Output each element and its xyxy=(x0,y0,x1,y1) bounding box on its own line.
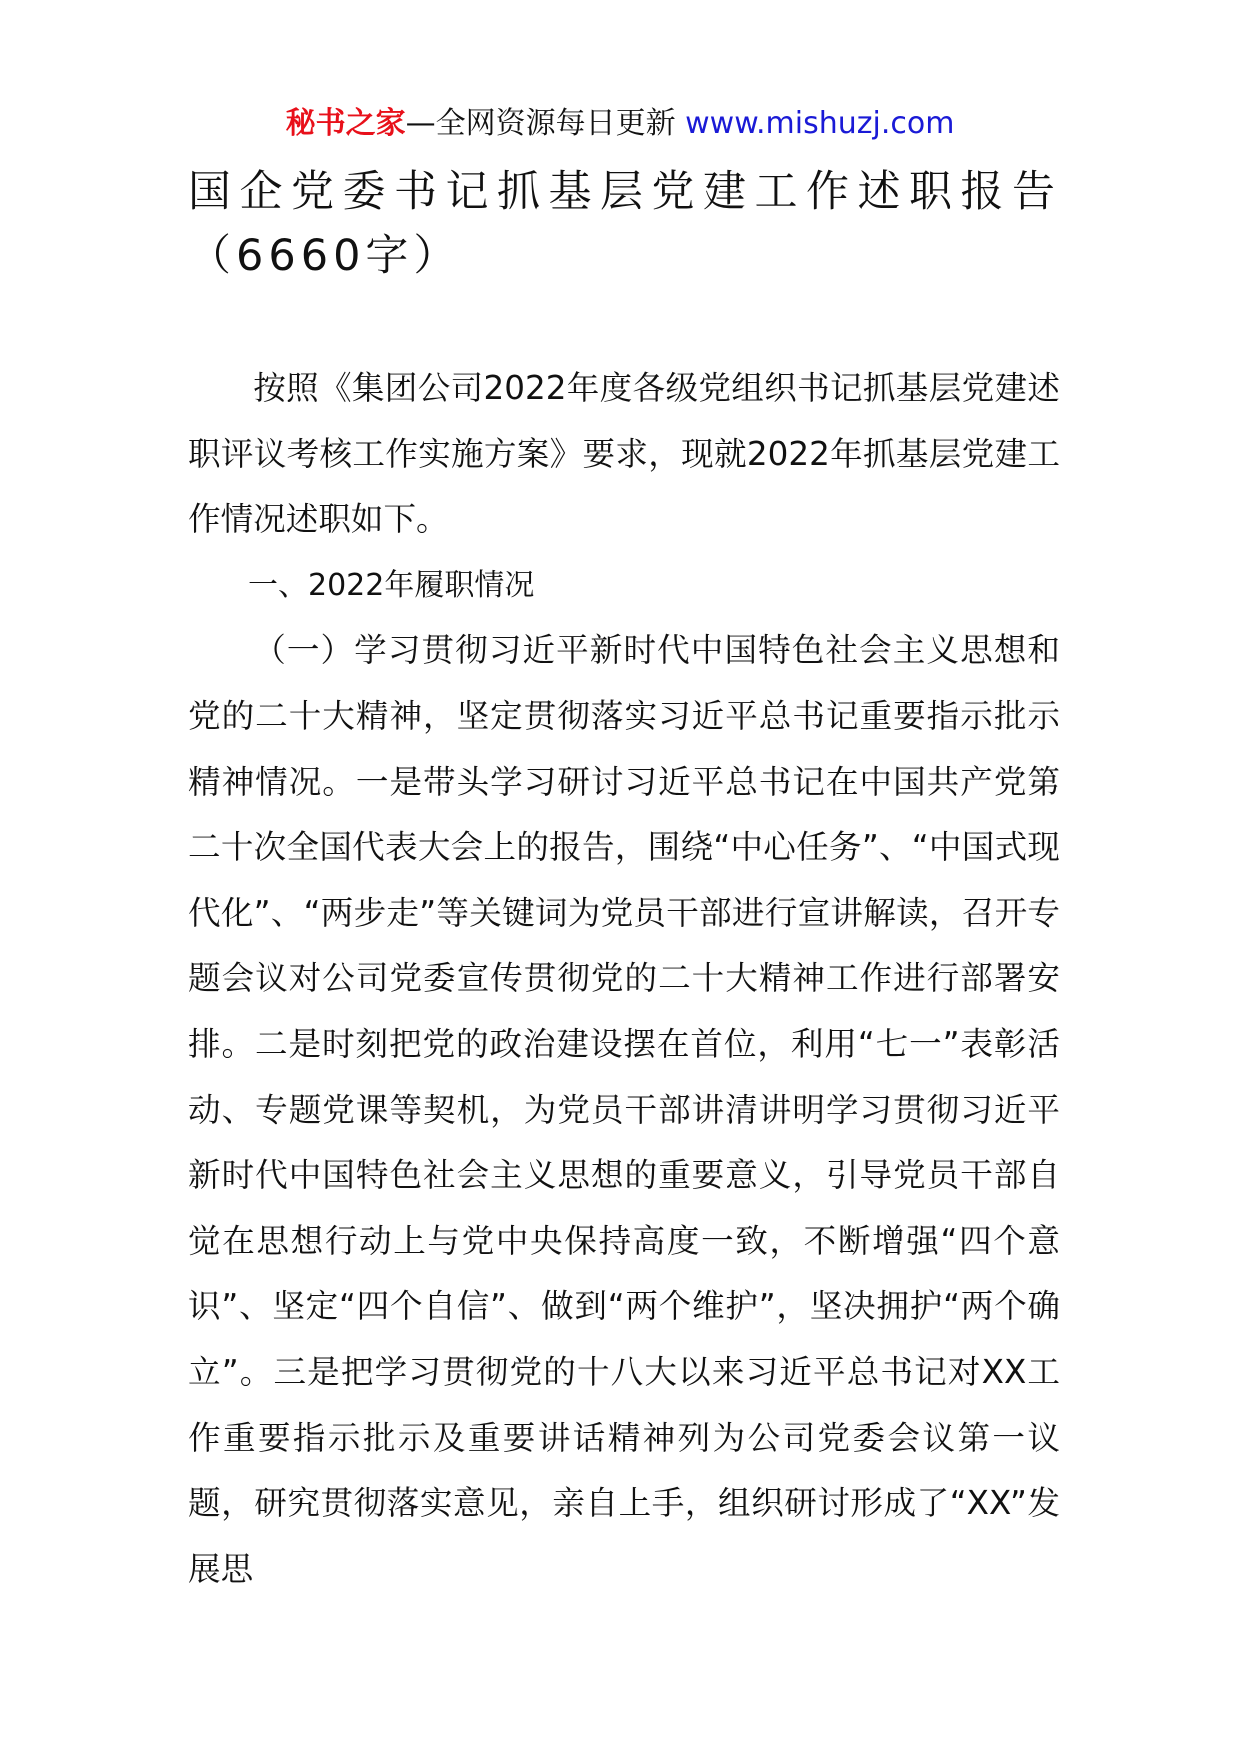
document-title: 国企党委书记抓基层党建工作述职报告（6660字） xyxy=(188,167,1060,281)
site-url-link[interactable]: www.mishuzj.com xyxy=(685,106,955,141)
section-paragraph: （一）学习贯彻习近平新时代中国特色社会主义思想和党的二十大精神，坚定贯彻落实习近平总书记重要指示批示精神情况。一是带头学习研讨习近平总书记在中国共产党第二十次全国代表大会上的报告，围绕“中心任务”、“中国式现代化”、“两步走”等关键词为党员干部进行宣讲解读，召开专题会议对公司党委宣传贯彻党的二十大精神工作进行部署安排。二是时刻把党的政治建设摆在首位，利用“七一”表彰活动、专题党课等契机，为党员干部讲清讲明学习贯彻习近平新时代中国特色社会主义思想的重要意义，引导党员干部自觉在思想行动上与党中央保持高度一致，不断增强“四个意识”、坚定“四个自信”、做到“两个维护”，坚决拥护“两个确立”。三是把学习贯彻党的十八大以来习近平总书记对XX工作重要指示批示及重要讲话精神列为公司党委会议第一议题，研究贯彻落实意见，亲自上手，组织研讨形成了“XX”发展思 xyxy=(188,631,1060,1588)
site-header xyxy=(0,102,1240,146)
section-heading: 一、2022年履职情况 xyxy=(248,567,535,603)
header-tagline: —全网资源每日更新 xyxy=(405,106,686,141)
brand-name: 秘书之家 xyxy=(285,106,406,141)
intro-paragraph: 按照《集团公司2022年度各级党组织书记抓基层党建述职评议考核工作实施方案》要求，现就2022年抓基层党建工作情况述职如下。 xyxy=(188,369,1060,539)
document-body xyxy=(188,356,1060,1602)
